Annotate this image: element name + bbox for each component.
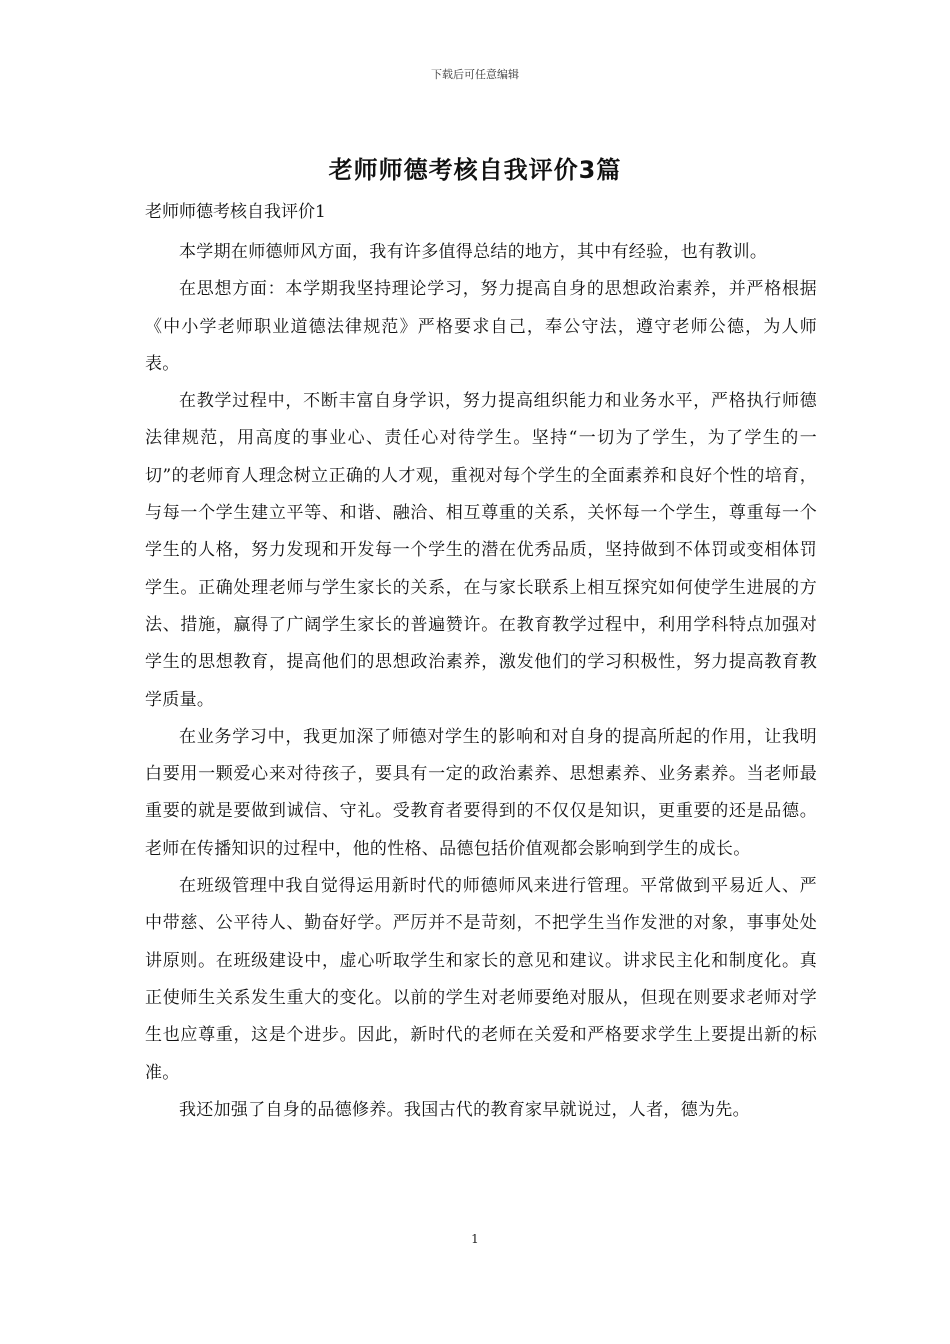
document-title: 老师师德考核自我评价3篇 [328, 156, 622, 184]
paragraph: 我还加强了自身的品德修养。我国古代的教育家早就说过，人者，德为先。 [179, 1099, 750, 1120]
header-note: 下载后可任意编辑 [431, 68, 519, 81]
paragraph: 在班级管理中我自觉得运用新时代的师德师风来进行管理。平常做到平易近人、严中带慈、公平待人、勤奋好学。严厉并不是苛刻，不把学生当作发泄的对象，事事处处讲原则。在班级建设中，虚心听取学生和家长的意见和建议。讲求民主化和制度化。真正使师生关系发生重大的变化。以前的学生对老师要绝对服从，但现在则要求老师对学生也应尊重，这是个进步。因此，新时代的老师在关爱和严格要求学生上要提出新的标准。 [145, 876, 817, 1083]
paragraph: 在教学过程中，不断丰富自身学识，努力提高组织能力和业务水平，严格执行师德法律规范，用高度的事业心、责任心对待学生。坚持“一切为了学生，为了学生的一切”的老师育人理念树立正确的人才观，重视对每个学生的全面素养和良好个性的培育，与每一个学生建立平等、和谐、融洽、相互尊重的关系，关怀每一个学生，尊重每一个学生的人格，努力发现和开发每一个学生的潜在优秀品质，坚持做到不体罚或变相体罚学生。正确处理老师与学生家长的关系，在与家长联系上相互探究如何使学生进展的方法、措施，赢得了广阔学生家长的普遍赞许。在教育教学过程中，利用学科特点加强对学生的思想教育，提高他们的思想政治素养，激发他们的学习积极性，努力提高教育教学质量。 [145, 391, 817, 710]
document-body [145, 198, 817, 1129]
paragraph: 在思想方面：本学期我坚持理论学习，努力提高自身的思想政治素养，并严格根据《中小学老师职业道德法律规范》严格要求自己，奉公守法，遵守老师公德，为人师表。 [145, 279, 817, 374]
page-number: 1 [471, 1232, 479, 1246]
paragraph: 本学期在师德师风方面，我有许多值得总结的地方，其中有经验，也有教训。 [179, 242, 768, 262]
paragraph: 在业务学习中，我更加深了师德对学生的影响和对自身的提高所起的作用，让我明白要用一颗爱心来对待孩子，要具有一定的政治素养、思想素养、业务素养。当老师最重要的就是要做到诚信、守礼。受教育者要得到的不仅仅是知识，更重要的还是品德。老师在传播知识的过程中，他的性格、品德包括价值观都会影响到学生的成长。 [145, 726, 817, 859]
section-subtitle: 老师师德考核自我评价1 [145, 202, 326, 222]
